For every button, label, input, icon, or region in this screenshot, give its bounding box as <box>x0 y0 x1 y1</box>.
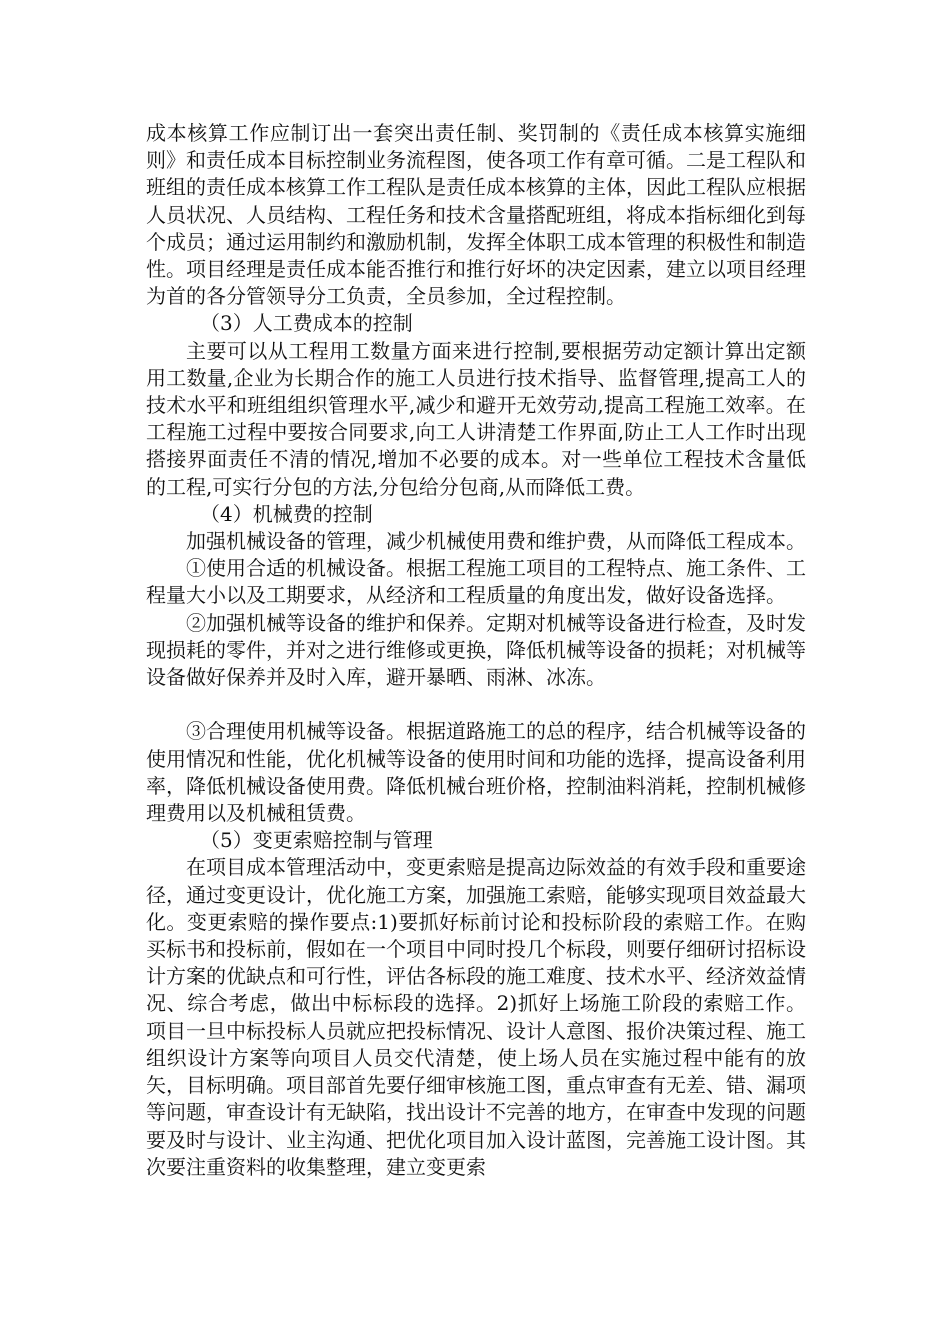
paragraph-machinery-item-1: ①使用合适的机械设备。根据工程施工项目的工程特点、施工条件、工程量大小以及工期要求，从经济和工程质量的角度出发，做好设备选择。 <box>146 556 806 608</box>
paragraph-labor-cost: 主要可以从工程用工数量方面来进行控制,要根据劳动定额计算出定额用工数量,企业为长期合作的施工人员进行技术指导、监督管理,提高工人的技术水平和班组组织管理水平,减少和避开无效劳动,提高工程施工效率。在工程施工过程中要按合同要求,向工人讲清楚工作界面,防止工人工作时出现搭接界面责任不清的情况,增加不必要的成本。对一些单位工程技术含量低的工程,可实行分包的方法,分包给分包商,从而降低工费。 <box>146 338 806 499</box>
document-body <box>146 120 806 1181</box>
paragraph-change-claim: 在项目成本管理活动中，变更索赔是提高边际效益的有效手段和重要途径，通过变更设计，优化施工方案，加强施工索赔，能够实现项目效益最大化。变更索赔的操作要点:1)要抓好标前讨论和投标阶段的索赔工作。在购买标书和投标前，假如在一个项目中同时投几个标段，则要仔细研讨招标设计方案的优缺点和可行性，评估各标段的施工难度、技术水平、经济效益情况、综合考虑，做出中标标段的选择。2)抓好上场施工阶段的索赔工作。项目一旦中标投标人员就应把投标情况、设计人意图、报价决策过程、施工组织设计方案等向项目人员交代清楚，使上场人员在实施过程中能有的放矢，目标明确。项目部首先要仔细审核施工图，重点审查有无差、错、漏项等问题，审查设计有无缺陷，找出设计不完善的地方，在审查中发现的问题要及时与设计、业主沟通、把优化项目加入设计蓝图，完善施工设计图。其次要注重资料的收集整理，建立变更索 <box>146 855 806 1179</box>
paragraph-machinery-intro: 加强机械设备的管理，减少机械使用费和维护费，从而降低工程成本。 <box>186 529 806 554</box>
blank-line <box>146 691 806 718</box>
heading-machinery-cost: （4）机械费的控制 <box>200 501 373 526</box>
paragraph-responsibility-cost: 成本核算工作应制订出一套突出责任制、奖罚制的《责任成本核算实施细则》和责任成本目标控制业务流程图，使各项工作有章可循。二是工程队和班组的责任成本核算工作工程队是责任成本核算的主体，因此工程队应根据人员状况、人员结构、工程任务和技术含量搭配班组，将成本指标细化到每个成员；通过运用制约和激励机制，发挥全体职工成本管理的积极性和制造性。项目经理是责任成本能否推行和推行好坏的决定因素，建立以项目经理为首的各分管领导分工负责，全员参加，全过程控制。 <box>146 121 806 309</box>
heading-labor-cost: （3）人工费成本的控制 <box>200 311 413 336</box>
paragraph-machinery-item-2: ②加强机械等设备的维护和保养。定期对机械等设备进行检查，及时发现损耗的零件，并对之进行维修或更换，降低机械等设备的损耗；对机械等设备做好保养并及时入库，避开暴晒、雨淋、冰冻。 <box>146 610 806 690</box>
heading-change-claim: （5）变更索赔控制与管理 <box>200 828 433 853</box>
paragraph-machinery-item-3: ③合理使用机械等设备。根据道路施工的总的程序，结合机械等设备的使用情况和性能，优化机械等设备的使用时间和功能的选择，提高设备利用率，降低机械设备使用费。降低机械台班价格，控制油料消耗，控制机械修理费用以及机械租赁费。 <box>146 719 806 826</box>
